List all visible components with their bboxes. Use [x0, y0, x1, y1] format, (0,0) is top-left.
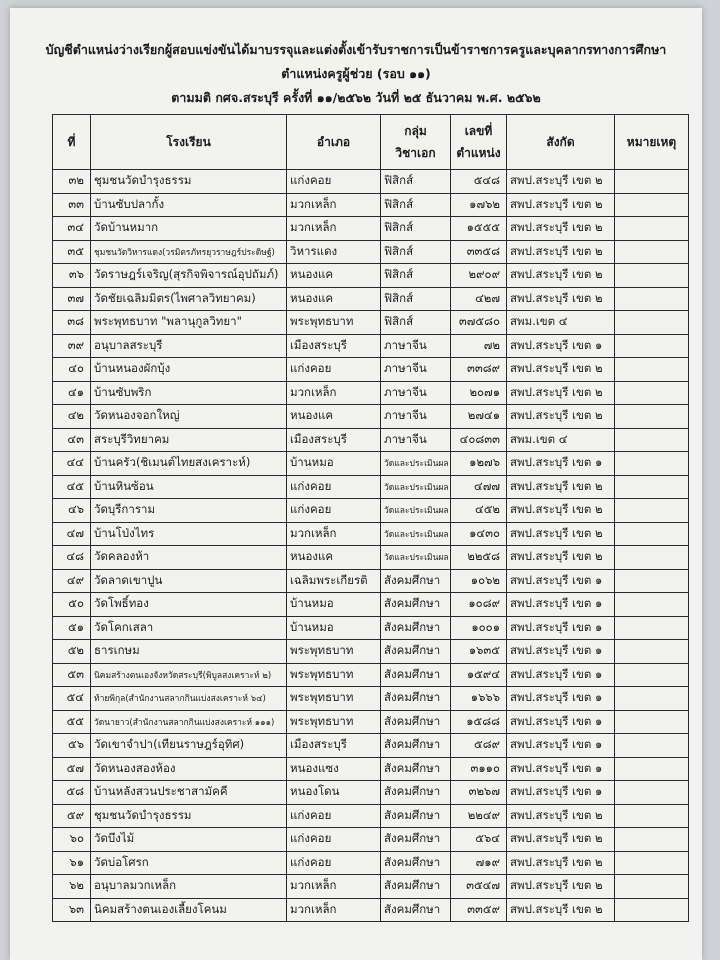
row-affiliation: สพป.สระบุรี เขต ๒	[507, 499, 615, 523]
header-group-line1: กลุ่ม	[404, 124, 427, 138]
row-affiliation: สพป.สระบุรี เขต ๒	[507, 193, 615, 217]
row-district: หนองแซง	[287, 757, 381, 781]
row-number: ๕๔	[53, 687, 91, 711]
document-resolution: ตามมติ กศจ.สระบุรี ครั้งที่ ๑๑/๒๕๖๒ วันที่ ๒๕ ธันวาคม พ.ศ. ๒๕๖๒	[171, 90, 541, 105]
document-page	[10, 8, 702, 960]
row-position-number: ๓๓๘๙	[451, 358, 507, 382]
row-school: วัดหนองจอกใหญ่	[91, 405, 287, 429]
table-row	[53, 640, 689, 664]
table-row	[53, 851, 689, 875]
table-row	[53, 499, 689, 523]
row-subject-group: ภาษาจีน	[381, 334, 451, 358]
row-affiliation: สพป.สระบุรี เขต ๑	[507, 334, 615, 358]
row-district: มวกเหล็ก	[287, 898, 381, 922]
table-row	[53, 875, 689, 899]
row-subject-group: ฟิสิกส์	[381, 170, 451, 194]
header-school: โรงเรียน	[91, 115, 287, 170]
row-subject-group: ฟิสิกส์	[381, 264, 451, 288]
table-row	[53, 264, 689, 288]
row-district: พระพุทธบาท	[287, 710, 381, 734]
row-subject-group: สังคมศึกษา	[381, 851, 451, 875]
header-position-line1: เลขที่	[464, 124, 493, 138]
header-affiliation: สังกัด	[507, 115, 615, 170]
row-subject-group: ฟิสิกส์	[381, 311, 451, 335]
row-district: แก่งคอย	[287, 475, 381, 499]
row-remark	[615, 264, 689, 288]
row-subject-group: ฟิสิกส์	[381, 217, 451, 241]
row-school: บ้านซับพริก	[91, 381, 287, 405]
header-group	[381, 115, 451, 170]
row-position-number: ๓๕๔๗	[451, 875, 507, 899]
row-subject-group: วัดและประเมินผล	[381, 546, 451, 570]
row-affiliation: สพป.สระบุรี เขต ๑	[507, 687, 615, 711]
row-number: ๓๖	[53, 264, 91, 288]
row-school: วัดลาดเขาปูน	[91, 569, 287, 593]
row-school: วัดคลองห้า	[91, 546, 287, 570]
row-remark	[615, 381, 689, 405]
row-district: เฉลิมพระเกียรติ	[287, 569, 381, 593]
row-subject-group: สังคมศึกษา	[381, 640, 451, 664]
row-number: ๔๘	[53, 546, 91, 570]
row-position-number: ๑๒๗๖	[451, 452, 507, 476]
table-row	[53, 522, 689, 546]
row-district: แก่งคอย	[287, 804, 381, 828]
row-affiliation: สพป.สระบุรี เขต ๑	[507, 710, 615, 734]
row-position-number: ๒๗๔๑	[451, 405, 507, 429]
row-district: มวกเหล็ก	[287, 875, 381, 899]
table-row	[53, 734, 689, 758]
row-number: ๕๘	[53, 781, 91, 805]
row-remark	[615, 593, 689, 617]
row-position-number: ๕๖๔	[451, 828, 507, 852]
row-district: เมืองสระบุรี	[287, 734, 381, 758]
row-position-number: ๓๓๕๙	[451, 898, 507, 922]
row-position-number: ๑๕๕๕	[451, 217, 507, 241]
row-position-number: ๓๗๕๘๐	[451, 311, 507, 335]
row-subject-group: สังคมศึกษา	[381, 663, 451, 687]
row-district: แก่งคอย	[287, 828, 381, 852]
row-remark	[615, 569, 689, 593]
document-header	[10, 38, 702, 110]
row-district: เมืองสระบุรี	[287, 334, 381, 358]
row-number: ๓๔	[53, 217, 91, 241]
row-subject-group: ภาษาจีน	[381, 381, 451, 405]
row-district: หนองแค	[287, 264, 381, 288]
row-school: วัดชัยเฉลิมมิตร(ไพศาลวิทยาคม)	[91, 287, 287, 311]
row-affiliation: สพป.สระบุรี เขต ๑	[507, 663, 615, 687]
table-row	[53, 428, 689, 452]
row-number: ๕๗	[53, 757, 91, 781]
row-subject-group: สังคมศึกษา	[381, 804, 451, 828]
row-school: สระบุรีวิทยาคม	[91, 428, 287, 452]
row-position-number: ๑๕๙๔	[451, 663, 507, 687]
row-affiliation: สพป.สระบุรี เขต ๒	[507, 851, 615, 875]
row-district: พระพุทธบาท	[287, 640, 381, 664]
row-district: แก่งคอย	[287, 358, 381, 382]
row-subject-group: สังคมศึกษา	[381, 898, 451, 922]
document-subtitle: ตำแหน่งครูผู้ช่วย (รอบ ๑๑)	[281, 66, 431, 81]
row-number: ๓๒	[53, 170, 91, 194]
row-school: บ้านซับปลากั้ง	[91, 193, 287, 217]
row-subject-group: ฟิสิกส์	[381, 240, 451, 264]
row-remark	[615, 851, 689, 875]
row-school: นิคมสร้างตนเองเลี้ยงโคนม	[91, 898, 287, 922]
row-subject-group: ฟิสิกส์	[381, 287, 451, 311]
row-remark	[615, 616, 689, 640]
row-district: บ้านหมอ	[287, 452, 381, 476]
row-position-number: ๗๑๙	[451, 851, 507, 875]
row-remark	[615, 734, 689, 758]
row-school: วัดนายาว(สำนักงานสลากกินแบ่งสงเคราะห์ ๑๑๑)	[91, 710, 287, 734]
table-row	[53, 334, 689, 358]
row-district: พระพุทธบาท	[287, 687, 381, 711]
document-title: บัญชีตำแหน่งว่างเรียกผู้สอบแข่งขันได้มาบรรจุและแต่งตั้งเข้ารับราชการเป็นข้าราชการครูและบุคลากรทางการศึกษา	[45, 42, 667, 57]
table-row	[53, 170, 689, 194]
row-affiliation: สพป.สระบุรี เขต ๒	[507, 546, 615, 570]
row-school: ชุมชนวัดบำรุงธรรม	[91, 170, 287, 194]
row-district: หนองโดน	[287, 781, 381, 805]
row-number: ๓๕	[53, 240, 91, 264]
row-remark	[615, 710, 689, 734]
row-position-number: ๑๕๘๘	[451, 710, 507, 734]
row-affiliation: สพป.สระบุรี เขต ๒	[507, 405, 615, 429]
row-position-number: ๗๒	[451, 334, 507, 358]
row-remark	[615, 475, 689, 499]
row-subject-group: วัดและประเมินผล	[381, 475, 451, 499]
table-row	[53, 663, 689, 687]
row-remark	[615, 546, 689, 570]
table-row	[53, 687, 689, 711]
table-row	[53, 593, 689, 617]
table-row	[53, 405, 689, 429]
table-row	[53, 781, 689, 805]
row-remark	[615, 781, 689, 805]
row-subject-group: วัดและประเมินผล	[381, 452, 451, 476]
row-school: บ้านครัว(ชิเมนต์ไทยสงเคราะห์)	[91, 452, 287, 476]
row-school: พระพุทธบาท "พลานุกูลวิทยา"	[91, 311, 287, 335]
row-district: มวกเหล็ก	[287, 217, 381, 241]
row-number: ๕๐	[53, 593, 91, 617]
row-subject-group: ภาษาจีน	[381, 428, 451, 452]
row-position-number: ๕๘๙	[451, 734, 507, 758]
row-district: พระพุทธบาท	[287, 311, 381, 335]
row-district: บ้านหมอ	[287, 616, 381, 640]
row-affiliation: สพป.สระบุรี เขต ๒	[507, 264, 615, 288]
row-affiliation: สพป.สระบุรี เขต ๒	[507, 358, 615, 382]
row-affiliation: สพป.สระบุรี เขต ๒	[507, 875, 615, 899]
row-district: แก่งคอย	[287, 170, 381, 194]
row-position-number: ๒๒๕๘	[451, 546, 507, 570]
row-affiliation: สพป.สระบุรี เขต ๒	[507, 170, 615, 194]
row-number: ๕๖	[53, 734, 91, 758]
row-number: ๔๙	[53, 569, 91, 593]
row-position-number: ๔๕๒	[451, 499, 507, 523]
row-school: ท้ายพิกุล(สำนักงานสลากกินแบ่งสงเคราะห์ ๖๔)	[91, 687, 287, 711]
row-number: ๖๐	[53, 828, 91, 852]
row-subject-group: สังคมศึกษา	[381, 828, 451, 852]
row-number: ๖๒	[53, 875, 91, 899]
row-remark	[615, 287, 689, 311]
row-remark	[615, 193, 689, 217]
table-row	[53, 546, 689, 570]
row-affiliation: สพป.สระบุรี เขต ๑	[507, 734, 615, 758]
row-school: ชุมชนวัดบำรุงธรรม	[91, 804, 287, 828]
row-school: อนุบาลสระบุรี	[91, 334, 287, 358]
row-subject-group: ภาษาจีน	[381, 405, 451, 429]
row-school: ธารเกษม	[91, 640, 287, 664]
row-position-number: ๕๔๘	[451, 170, 507, 194]
row-affiliation: สพป.สระบุรี เขต ๒	[507, 804, 615, 828]
row-number: ๕๒	[53, 640, 91, 664]
row-subject-group: สังคมศึกษา	[381, 710, 451, 734]
row-district: แก่งคอย	[287, 851, 381, 875]
row-remark	[615, 170, 689, 194]
table-header-row	[53, 115, 689, 170]
header-position-line2: ตำแหน่ง	[456, 146, 501, 160]
row-subject-group: สังคมศึกษา	[381, 616, 451, 640]
row-number: ๔๑	[53, 381, 91, 405]
row-subject-group: วัดและประเมินผล	[381, 522, 451, 546]
row-remark	[615, 687, 689, 711]
row-district: วิหารแดง	[287, 240, 381, 264]
row-school: วัดโพธิ์ทอง	[91, 593, 287, 617]
row-number: ๔๓	[53, 428, 91, 452]
row-district: มวกเหล็ก	[287, 522, 381, 546]
row-district: หนองแค	[287, 405, 381, 429]
row-position-number: ๓๑๑๐	[451, 757, 507, 781]
row-position-number: ๑๐๘๙	[451, 593, 507, 617]
table-row	[53, 452, 689, 476]
row-school: วัดบึงไม้	[91, 828, 287, 852]
row-position-number: ๒๐๗๑	[451, 381, 507, 405]
header-district: อำเภอ	[287, 115, 381, 170]
row-remark	[615, 240, 689, 264]
row-school: วัดเขาจำปา(เทียนราษฎร์อุทิศ)	[91, 734, 287, 758]
table-row	[53, 217, 689, 241]
row-position-number: ๒๒๔๙	[451, 804, 507, 828]
row-subject-group: สังคมศึกษา	[381, 734, 451, 758]
row-affiliation: สพป.สระบุรี เขต ๒	[507, 240, 615, 264]
row-number: ๓๘	[53, 311, 91, 335]
row-number: ๔๕	[53, 475, 91, 499]
row-affiliation: สพป.สระบุรี เขต ๒	[507, 381, 615, 405]
row-subject-group: สังคมศึกษา	[381, 593, 451, 617]
row-remark	[615, 804, 689, 828]
row-school: ชุมชนวัดวิหารแดง(วรมิตรภัทรยุวราษฎร์ประดิษฐ์)	[91, 240, 287, 264]
header-no: ที่	[53, 115, 91, 170]
row-school: วัดหนองสองห้อง	[91, 757, 287, 781]
row-affiliation: สพป.สระบุรี เขต ๑	[507, 593, 615, 617]
row-affiliation: สพป.สระบุรี เขต ๒	[507, 522, 615, 546]
row-district: หนองแค	[287, 546, 381, 570]
row-school: อนุบาลมวกเหล็ก	[91, 875, 287, 899]
row-remark	[615, 428, 689, 452]
row-number: ๔๐	[53, 358, 91, 382]
row-position-number: ๒๙๐๙	[451, 264, 507, 288]
row-remark	[615, 405, 689, 429]
header-position	[451, 115, 507, 170]
row-position-number: ๔๒๗	[451, 287, 507, 311]
row-affiliation: สพป.สระบุรี เขต ๒	[507, 828, 615, 852]
row-number: ๕๕	[53, 710, 91, 734]
row-remark	[615, 452, 689, 476]
row-district: แก่งคอย	[287, 499, 381, 523]
table-row	[53, 569, 689, 593]
row-number: ๔๒	[53, 405, 91, 429]
row-school: วัดบุรีการาม	[91, 499, 287, 523]
row-number: ๖๑	[53, 851, 91, 875]
row-affiliation: สพป.สระบุรี เขต ๒	[507, 287, 615, 311]
row-number: ๔๗	[53, 522, 91, 546]
row-school: บ้านหินซ้อน	[91, 475, 287, 499]
row-position-number: ๑๗๖๒	[451, 193, 507, 217]
row-affiliation: สพป.สระบุรี เขต ๑	[507, 757, 615, 781]
row-subject-group: สังคมศึกษา	[381, 875, 451, 899]
row-position-number: ๑๐๖๒	[451, 569, 507, 593]
row-subject-group: วัดและประเมินผล	[381, 499, 451, 523]
row-remark	[615, 311, 689, 335]
row-school: บ้านโป่งไทร	[91, 522, 287, 546]
row-remark	[615, 828, 689, 852]
row-remark	[615, 640, 689, 664]
row-remark	[615, 358, 689, 382]
row-subject-group: สังคมศึกษา	[381, 687, 451, 711]
row-affiliation: สพป.สระบุรี เขต ๒	[507, 898, 615, 922]
row-remark	[615, 334, 689, 358]
table-row	[53, 757, 689, 781]
row-affiliation: สพป.สระบุรี เขต ๒	[507, 217, 615, 241]
row-position-number: ๑๐๐๑	[451, 616, 507, 640]
table-row	[53, 358, 689, 382]
row-district: หนองแค	[287, 287, 381, 311]
row-school: บ้านหนองผักบุ้ง	[91, 358, 287, 382]
row-number: ๓๗	[53, 287, 91, 311]
table-row	[53, 804, 689, 828]
row-school: วัดบ่อโศรก	[91, 851, 287, 875]
row-position-number: ๔๗๗	[451, 475, 507, 499]
row-district: เมืองสระบุรี	[287, 428, 381, 452]
row-affiliation: สพป.สระบุรี เขต ๑	[507, 640, 615, 664]
table-row	[53, 287, 689, 311]
row-number: ๓๙	[53, 334, 91, 358]
row-number: ๓๓	[53, 193, 91, 217]
row-remark	[615, 898, 689, 922]
table-row	[53, 240, 689, 264]
row-remark	[615, 663, 689, 687]
table-row	[53, 475, 689, 499]
row-position-number: ๑๔๓๐	[451, 522, 507, 546]
row-number: ๕๙	[53, 804, 91, 828]
table-row	[53, 898, 689, 922]
row-district: พระพุทธบาท	[287, 663, 381, 687]
row-affiliation: สพป.สระบุรี เขต ๑	[507, 569, 615, 593]
row-position-number: ๔๐๘๓๓	[451, 428, 507, 452]
row-number: ๔๖	[53, 499, 91, 523]
table-row	[53, 193, 689, 217]
row-remark	[615, 217, 689, 241]
row-position-number: ๓๒๖๗	[451, 781, 507, 805]
row-number: ๔๔	[53, 452, 91, 476]
row-number: ๕๓	[53, 663, 91, 687]
row-affiliation: สพป.สระบุรี เขต ๑	[507, 452, 615, 476]
row-affiliation: สพม.เขต ๔	[507, 311, 615, 335]
row-district: มวกเหล็ก	[287, 381, 381, 405]
row-subject-group: สังคมศึกษา	[381, 569, 451, 593]
row-district: บ้านหมอ	[287, 593, 381, 617]
row-affiliation: สพป.สระบุรี เขต ๑	[507, 616, 615, 640]
row-subject-group: ฟิสิกส์	[381, 193, 451, 217]
row-affiliation: สพม.เขต ๔	[507, 428, 615, 452]
row-number: ๖๓	[53, 898, 91, 922]
header-remark: หมายเหตุ	[615, 115, 689, 170]
row-subject-group: สังคมศึกษา	[381, 781, 451, 805]
row-subject-group: ภาษาจีน	[381, 358, 451, 382]
row-remark	[615, 875, 689, 899]
row-remark	[615, 757, 689, 781]
row-remark	[615, 499, 689, 523]
row-school: นิคมสร้างตนเองจังหวัดสระบุรี(พิบูลสงเคราะห์ ๒)	[91, 663, 287, 687]
row-position-number: ๑๖๖๖	[451, 687, 507, 711]
table-row	[53, 710, 689, 734]
row-school: วัดโคกเสลา	[91, 616, 287, 640]
table-row	[53, 381, 689, 405]
table-row	[53, 616, 689, 640]
row-number: ๕๑	[53, 616, 91, 640]
table-row	[53, 311, 689, 335]
row-position-number: ๓๓๕๘	[451, 240, 507, 264]
row-affiliation: สพป.สระบุรี เขต ๒	[507, 475, 615, 499]
row-school: วัดบ้านหมาก	[91, 217, 287, 241]
header-group-line2: วิชาเอก	[395, 146, 436, 160]
row-remark	[615, 522, 689, 546]
row-school: บ้านหลังสวนประชาสามัคคี	[91, 781, 287, 805]
vacancy-table	[52, 114, 689, 922]
row-affiliation: สพป.สระบุรี เขต ๑	[507, 781, 615, 805]
row-subject-group: สังคมศึกษา	[381, 757, 451, 781]
table-row	[53, 828, 689, 852]
row-school: วัดราษฎร์เจริญ(สุรกิจพิจารณ์อุปถัมภ์)	[91, 264, 287, 288]
row-district: มวกเหล็ก	[287, 193, 381, 217]
row-position-number: ๑๖๓๕	[451, 640, 507, 664]
